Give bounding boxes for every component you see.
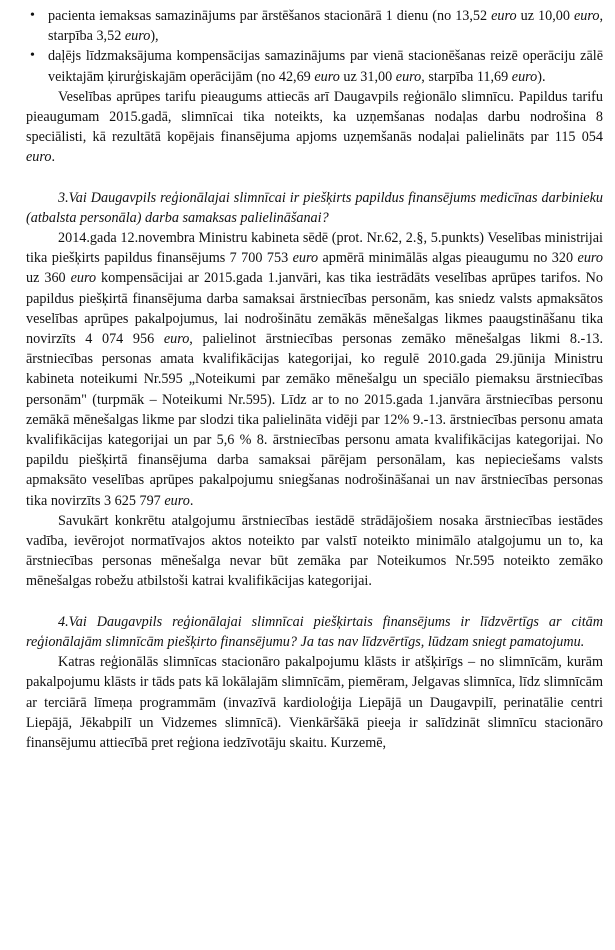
paragraph-service-range: Katras reģionālās slimnīcas stacionāro pakalpojumu klāsts ir atšķirīgs – no slimnīcām, kurām pakalpojumu klāsts ir tāds pats kā lokālajām slimnīcām, piemēram, Jelgavas slimnīca, līdz slimnīcām ar terciārā līmeņa programmām (invazīvā kardioloģija Liepājā un Daugavpilī, perinatālie centri Liepājā, Jēkabpilī un Vidzemes slimnīcā). Vienkāršākā pieeja ir salīdzināt slimnīcu stacionāro finansējumu attiecībā pret reģiona iedzīvotāju skaitu. Kurzemē, [26,654,603,751]
paragraph-tariff-increase: Veselības aprūpes tarifu pieaugums attiecās arī Daugavpils reģionālo slimnīcu. Papildus tarifu pieaugumam 2015.gadā, slimnīcai tika noteikts, ka uzņemšanas nodaļas darbu nodrošina 8 speciālisti, kā rezultātā kopējais finansējuma apjoms uzņemšanās nodaļai palielināts par 115 054 euro. [26,88,603,166]
bullet-dot-icon: • [30,8,35,23]
question-3: 3.Vai Daugavpils reģionālajai slimnīcai ir piešķirts papildus finansējums medicīnas darbinieku (atbalsta personāla) darba samaksas palielināšanai? [26,189,603,226]
paragraph-additional-funding: 2014.gada 12.novembra Ministru kabineta sēdē (prot. Nr.62, 2.§, 5.punkts) Veselības ministrijai tika piešķirts papildus finansējums 7 700 753 euro apmērā minimālās algas pieaugumu no 320 euro uz 360 euro kompensācijai ar 2015.gada 1.janvāri, kas tika iestrādāts veselības aprūpes tarifos. No papildus piešķirtā finansējuma darba samaksai ārstniecības personām, kas sniedz valsts apmaksātos veselības aprūpes pakalpojumus, lai nodrošinātu zemākās mēnešalgas likmes paaugstināšanu tika novirzīts 4 074 956 euro, palielinot ārstniecības personas zemāko mēnešalgas likmi 8.-13. ārstniecības personas amata kvalifikācijas kategorijai, ko regulē 2010.gada 29.jūnija Ministru kabineta noteikumi Nr.595 „Noteikumi par zemāko mēnešalgu un speciālo piemaksu ārstniecības personām" (turpmāk – Noteikumi Nr.595). Līdz ar to no 2015.gada 1.janvāra ārstniecības personu zemākā mēnešalgas likme par slodzi tika palielināta vidēji par 12% 9.-13. ārstniecības personu amata kvalifikācijas kategorijai un par 5,6 % 8. ārstniecības personu amata kvalifikācijas kategorijai. No papildu piešķirtā finansējuma darba samaksai pārējam personālam, kas nepieciešams valsts apmaksāto veselības aprūpes pakalpojumu sniegšanas nodrošināšanai un nav ārstniecības personas tika novirzīts 3 625 797 euro. [26,230,603,509]
question-4: 4.Vai Daugavpils reģionālajai slimnīcai piešķirtais finansējums ir līdzvērtīgs ar citām reģionālajām slimnīcām piešķirto finansējumu? Ja tas nav līdzvērtīgs, lūdzam sniegt pamatojumu. [26,613,603,650]
paragraph-salary-rules: Savukārt konkrētu atalgojumu ārstniecības iestādē strādājošiem nosaka ārstniecības iestādes vadība, ievērojot normatīvajos aktos noteikto par valstī noteikto minimālo atalgojumu un to, ka ārstniecības personas mēnešalga nevar būt zemāka par Noteikumos Nr.595 noteikto zemāko mēnešalgas robežu atbilstoši katrai kvalifikācijas kategorijai. [26,512,603,590]
bullet-list [26,6,603,87]
list-item: • pacienta iemaksas samazinājums par ārstēšanos stacionārā 1 dienu (no 13,52 euro uz 10,00 euro, starpība 3,52 euro), [30,8,603,45]
list-item: • daļējs līdzmaksājuma kompensācijas samazinājums par vienā stacionēšanas reizē operāciju zālē veiktajām ķirurģiskajām operācijām (no 42,69 euro uz 31,00 euro, starpība 11,69 euro). [30,48,603,85]
bullet-dot-icon: • [30,48,35,64]
